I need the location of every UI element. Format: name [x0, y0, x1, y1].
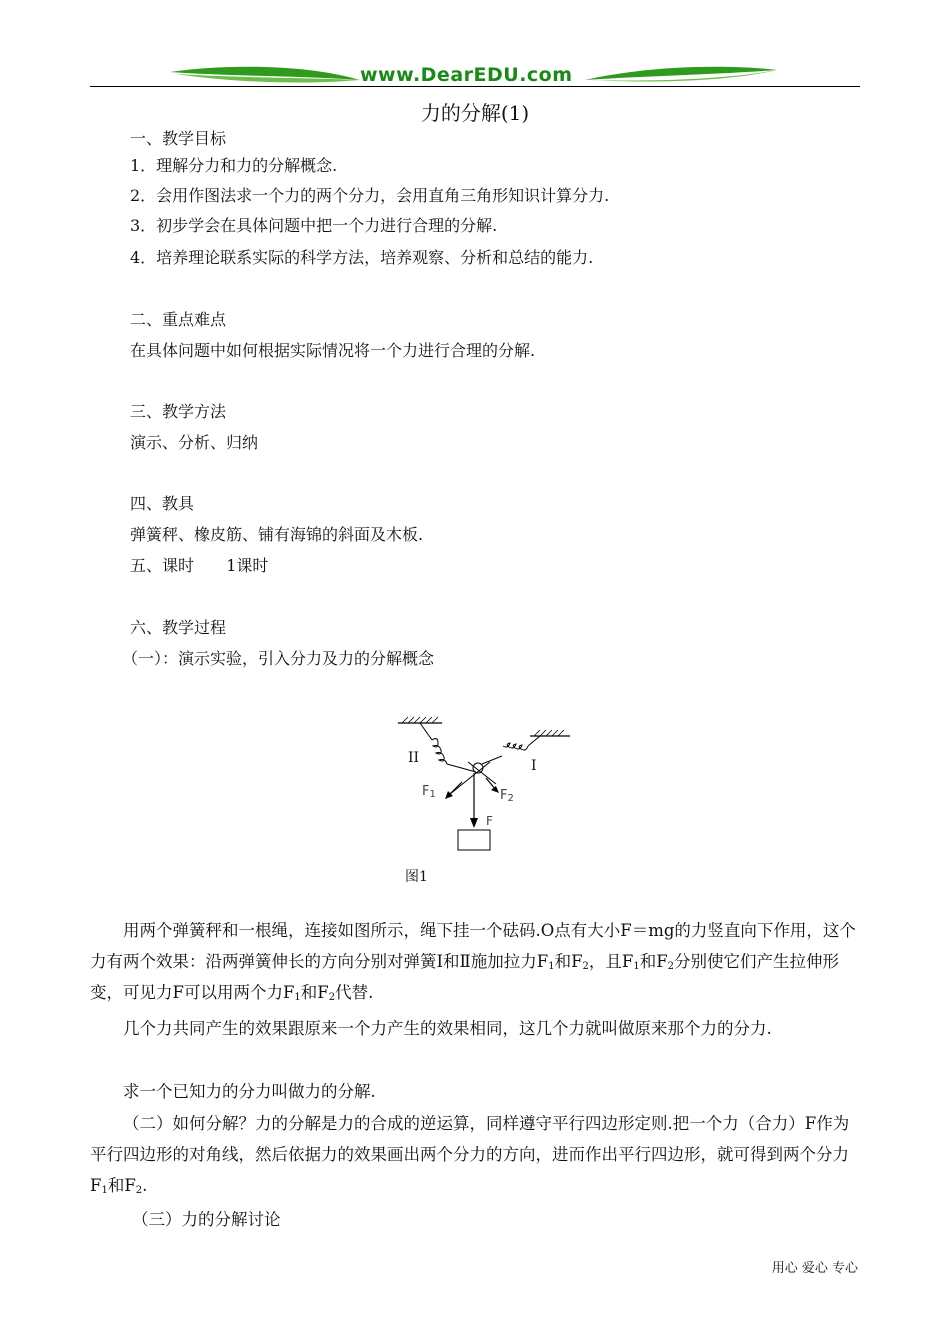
period-value: 1课时 — [226, 556, 269, 575]
objectives-heading: 一、教学目标 — [130, 129, 227, 148]
objective-item: 3．初步学会在具体问题中把一个力进行合理的分解. — [130, 216, 498, 235]
page-title: 力的分解(1) — [420, 101, 530, 125]
key-points-text: 在具体问题中如何根据实际情况将一个力进行合理的分解. — [130, 341, 536, 360]
objective-item: 2．会用作图法求一个力的两个分力，会用直角三角形知识计算分力. — [130, 186, 610, 205]
process-step1: （一）：演示实验，引入分力及力的分解概念 — [122, 649, 435, 668]
label-spring-I: I — [531, 758, 537, 774]
header-rule — [90, 86, 860, 87]
figure-caption: 图1 — [405, 869, 428, 885]
figure-1 — [390, 712, 580, 862]
spring-diagram — [390, 712, 580, 862]
period-label: 五、课时 — [130, 556, 195, 575]
tools-heading: 四、教具 — [130, 494, 195, 513]
objective-item: 1．理解分力和力的分解概念. — [130, 156, 338, 175]
methods-heading: 三、教学方法 — [130, 402, 227, 421]
period-row — [130, 556, 268, 576]
objective-item: 4．培养理论联系实际的科学方法，培养观察、分析和总结的能力. — [130, 248, 594, 267]
label-spring-II: II — [408, 750, 420, 766]
key-points-heading: 二、重点难点 — [130, 310, 227, 329]
process-heading: 六、教学过程 — [130, 618, 227, 637]
paragraph-1: 用两个弹簧秤和一根绳，连接如图所示，绳下挂一个砝码.O点有大小F＝mg的力竖直向下作用，这个力有两个效果：沿两弹簧伸长的方向分别对弹簧Ⅰ和Ⅱ施加拉力$F_1$和$F_2$，且$F_1$和$F_2$分别使它们产生拉伸形变，可见力F可以用两个力$F_1$和$F_2$代替. — [90, 921, 856, 1003]
label-F2: $F_2$ — [500, 788, 514, 804]
label-F: F — [486, 814, 493, 828]
paragraph-5: （三）力的分解讨论 — [132, 1210, 281, 1229]
paragraph-2: 几个力共同产生的效果跟原来一个力产生的效果相同，这几个力就叫做原来那个力的分力. — [123, 1019, 772, 1038]
label-F1: $F_1$ — [422, 784, 436, 800]
logo-text: www.DearEDU.com — [360, 64, 573, 86]
footer-text: 用心 爱心 专心 — [771, 1261, 858, 1276]
paragraph-3: 求一个已知力的分力叫做力的分解. — [123, 1082, 376, 1101]
methods-text: 演示、分析、归纳 — [130, 433, 259, 452]
tools-text: 弹簧秤、橡皮筋、铺有海锦的斜面及木板. — [130, 525, 424, 544]
paragraph-4: （二）如何分解？力的分解是力的合成的逆运算，同样遵守平行四边形定则.把一个力（合力）F作为平行四边形的对角线，然后依据力的效果画出两个分力的方向，进而作出平行四边形，就可得到两个分力$F_1$和$F_2$. — [90, 1114, 850, 1196]
